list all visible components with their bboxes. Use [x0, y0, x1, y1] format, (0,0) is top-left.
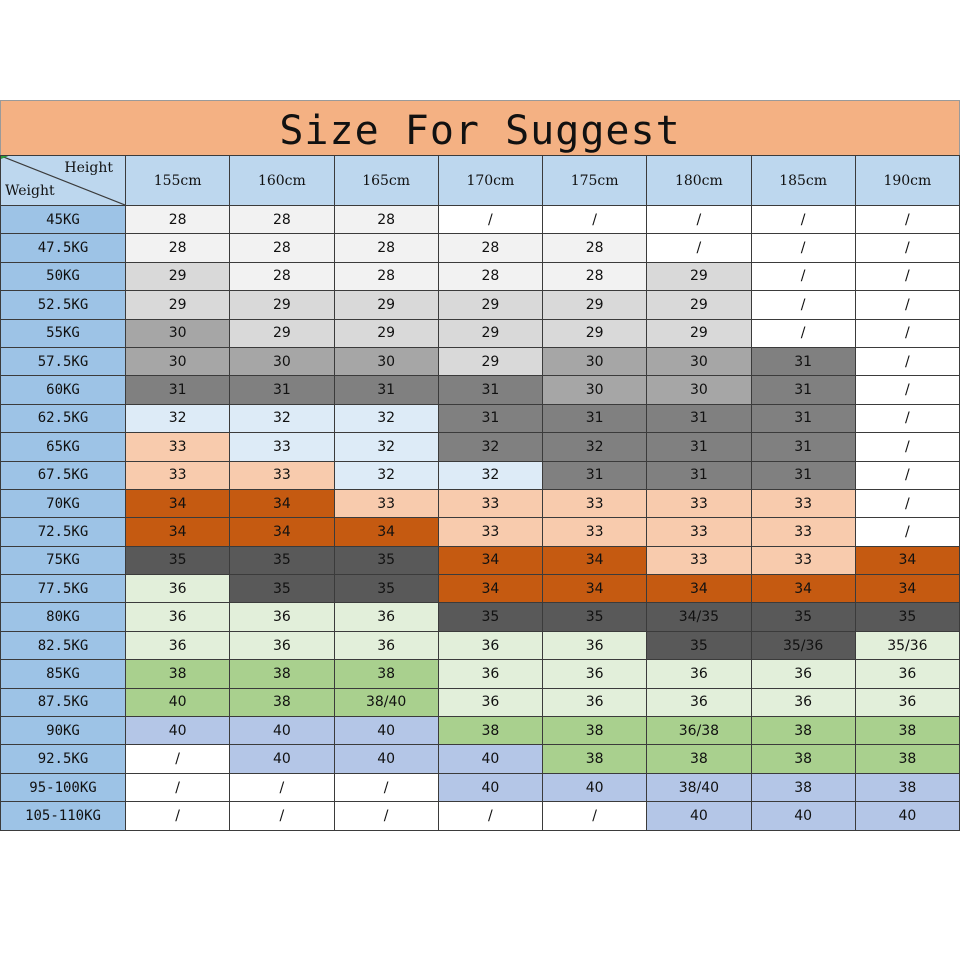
size-cell: 28 — [543, 262, 647, 290]
size-cell: 33 — [438, 489, 542, 517]
size-cell: 38 — [543, 745, 647, 773]
weight-label: 105-110KG — [1, 802, 126, 830]
weight-label: 55KG — [1, 319, 126, 347]
weight-label: 77.5KG — [1, 575, 126, 603]
size-cell: 38 — [855, 717, 959, 745]
size-chart — [0, 100, 960, 831]
size-cell: 32 — [543, 433, 647, 461]
size-cell: / — [855, 433, 959, 461]
size-cell: / — [334, 773, 438, 801]
size-cell: 28 — [230, 206, 334, 234]
size-cell: 33 — [334, 489, 438, 517]
weight-label: 62.5KG — [1, 404, 126, 432]
size-cell: 30 — [334, 347, 438, 375]
size-cell: 31 — [438, 376, 542, 404]
size-cell: 34 — [438, 575, 542, 603]
size-cell: 38 — [543, 717, 647, 745]
weight-label: 67.5KG — [1, 461, 126, 489]
size-cell: 28 — [230, 262, 334, 290]
size-cell: 33 — [647, 546, 751, 574]
size-cell: 38 — [438, 717, 542, 745]
weight-label: 85KG — [1, 660, 126, 688]
table-row — [1, 206, 960, 234]
size-cell: 32 — [230, 404, 334, 432]
size-cell: 36 — [126, 631, 230, 659]
corner-cell — [1, 156, 126, 206]
size-cell: 33 — [751, 518, 855, 546]
size-table-body — [1, 206, 960, 831]
height-header-155cm: 155cm — [126, 156, 230, 206]
size-cell: 29 — [126, 262, 230, 290]
size-cell: 36 — [543, 631, 647, 659]
size-cell: 30 — [647, 347, 751, 375]
size-cell: 33 — [647, 489, 751, 517]
size-cell: 38 — [126, 660, 230, 688]
size-cell: 38 — [647, 745, 751, 773]
size-cell: 30 — [647, 376, 751, 404]
size-cell: 38 — [334, 660, 438, 688]
size-cell: 40 — [334, 745, 438, 773]
size-cell: 33 — [230, 433, 334, 461]
size-cell: 36 — [751, 660, 855, 688]
size-cell: 29 — [230, 291, 334, 319]
size-cell: 33 — [543, 489, 647, 517]
size-cell: 34 — [230, 489, 334, 517]
size-cell: 32 — [126, 404, 230, 432]
size-cell: 28 — [334, 262, 438, 290]
weight-label: 80KG — [1, 603, 126, 631]
size-cell: 38 — [855, 745, 959, 773]
size-cell: / — [855, 489, 959, 517]
size-cell: 36 — [126, 575, 230, 603]
size-cell: 31 — [751, 433, 855, 461]
size-table — [0, 155, 960, 831]
table-row — [1, 319, 960, 347]
size-cell: / — [543, 206, 647, 234]
size-cell: 28 — [438, 262, 542, 290]
size-cell: / — [855, 234, 959, 262]
size-cell: / — [647, 206, 751, 234]
size-cell: / — [855, 347, 959, 375]
size-cell: 36 — [855, 660, 959, 688]
size-cell: 29 — [126, 291, 230, 319]
size-cell: 34 — [230, 518, 334, 546]
table-row — [1, 404, 960, 432]
weight-label: 72.5KG — [1, 518, 126, 546]
size-cell: / — [751, 206, 855, 234]
size-cell: 33 — [543, 518, 647, 546]
size-cell: / — [855, 518, 959, 546]
size-cell: 34 — [438, 546, 542, 574]
size-cell: 33 — [751, 546, 855, 574]
weight-axis-label: Weight — [5, 183, 55, 199]
height-axis-label: Height — [64, 160, 113, 176]
size-cell: 30 — [230, 347, 334, 375]
height-header-165cm: 165cm — [334, 156, 438, 206]
table-row — [1, 773, 960, 801]
size-cell: 30 — [543, 376, 647, 404]
table-row — [1, 489, 960, 517]
size-cell: 29 — [543, 291, 647, 319]
size-cell: 40 — [751, 802, 855, 830]
weight-label: 52.5KG — [1, 291, 126, 319]
size-cell: 36 — [438, 660, 542, 688]
size-cell: 31 — [230, 376, 334, 404]
size-cell: 29 — [647, 291, 751, 319]
size-cell: 31 — [647, 404, 751, 432]
table-row — [1, 433, 960, 461]
size-cell: / — [438, 802, 542, 830]
size-cell: 28 — [438, 234, 542, 262]
size-cell: 32 — [438, 461, 542, 489]
size-cell: / — [438, 206, 542, 234]
weight-label: 75KG — [1, 546, 126, 574]
size-cell: 31 — [647, 461, 751, 489]
size-cell: 29 — [230, 319, 334, 347]
height-header-180cm: 180cm — [647, 156, 751, 206]
height-header-170cm: 170cm — [438, 156, 542, 206]
table-row — [1, 376, 960, 404]
size-cell: 29 — [438, 291, 542, 319]
size-cell: / — [543, 802, 647, 830]
size-cell: 36 — [334, 603, 438, 631]
size-cell: 35 — [543, 603, 647, 631]
size-cell: / — [126, 745, 230, 773]
table-row — [1, 631, 960, 659]
size-cell: 38 — [751, 773, 855, 801]
size-cell: 35/36 — [751, 631, 855, 659]
weight-label: 90KG — [1, 717, 126, 745]
weight-label: 87.5KG — [1, 688, 126, 716]
table-row — [1, 745, 960, 773]
size-cell: 38 — [855, 773, 959, 801]
size-cell: 34 — [334, 518, 438, 546]
weight-label: 92.5KG — [1, 745, 126, 773]
weight-label: 70KG — [1, 489, 126, 517]
size-cell: 40 — [334, 717, 438, 745]
table-row — [1, 660, 960, 688]
size-cell: 35 — [751, 603, 855, 631]
size-cell: / — [751, 262, 855, 290]
size-cell: 33 — [126, 433, 230, 461]
weight-label: 82.5KG — [1, 631, 126, 659]
size-cell: 40 — [438, 745, 542, 773]
size-cell: 31 — [334, 376, 438, 404]
title-bar — [0, 100, 960, 155]
size-cell: 28 — [126, 206, 230, 234]
size-cell: 31 — [543, 404, 647, 432]
size-cell: 36 — [647, 688, 751, 716]
chart-title: Size For Suggest — [279, 108, 681, 154]
size-cell: 40 — [126, 717, 230, 745]
size-cell: 32 — [334, 461, 438, 489]
size-cell: 31 — [543, 461, 647, 489]
size-cell: 28 — [543, 234, 647, 262]
size-cell: / — [855, 376, 959, 404]
size-cell: 35 — [230, 575, 334, 603]
size-cell: / — [751, 319, 855, 347]
table-row — [1, 546, 960, 574]
weight-label: 60KG — [1, 376, 126, 404]
size-cell: 29 — [647, 319, 751, 347]
size-cell: 38 — [751, 745, 855, 773]
size-cell: / — [126, 802, 230, 830]
size-cell: 31 — [751, 461, 855, 489]
weight-label: 95-100KG — [1, 773, 126, 801]
size-cell: 34 — [126, 489, 230, 517]
table-row — [1, 575, 960, 603]
header-row — [1, 156, 960, 206]
size-cell: 35/36 — [855, 631, 959, 659]
size-cell: 40 — [647, 802, 751, 830]
size-cell: 29 — [438, 347, 542, 375]
size-cell: 28 — [230, 234, 334, 262]
size-cell: / — [855, 206, 959, 234]
size-cell: 38/40 — [334, 688, 438, 716]
size-cell: 36 — [230, 631, 334, 659]
size-cell: 28 — [126, 234, 230, 262]
size-cell: 35 — [334, 546, 438, 574]
size-cell: 36 — [543, 660, 647, 688]
size-cell: 35 — [334, 575, 438, 603]
table-row — [1, 802, 960, 830]
size-cell: 33 — [438, 518, 542, 546]
table-row — [1, 461, 960, 489]
height-header-190cm: 190cm — [855, 156, 959, 206]
size-cell: 29 — [334, 319, 438, 347]
size-cell: 36 — [230, 603, 334, 631]
size-cell: 34 — [855, 575, 959, 603]
size-cell: / — [855, 319, 959, 347]
table-row — [1, 262, 960, 290]
table-row — [1, 518, 960, 546]
size-cell: 40 — [543, 773, 647, 801]
size-cell: 36 — [438, 631, 542, 659]
table-row — [1, 603, 960, 631]
table-row — [1, 234, 960, 262]
size-cell: 40 — [230, 717, 334, 745]
size-cell: 34/35 — [647, 603, 751, 631]
size-cell: 29 — [334, 291, 438, 319]
weight-label: 47.5KG — [1, 234, 126, 262]
size-cell: 34 — [647, 575, 751, 603]
size-cell: / — [855, 461, 959, 489]
size-cell: 34 — [855, 546, 959, 574]
size-cell: / — [855, 291, 959, 319]
size-cell: 36 — [855, 688, 959, 716]
size-cell: 35 — [126, 546, 230, 574]
size-cell: 34 — [751, 575, 855, 603]
size-cell: 32 — [334, 404, 438, 432]
size-cell: 35 — [647, 631, 751, 659]
size-cell: 38/40 — [647, 773, 751, 801]
weight-label: 50KG — [1, 262, 126, 290]
height-header-160cm: 160cm — [230, 156, 334, 206]
size-cell: 31 — [751, 347, 855, 375]
size-cell: 40 — [126, 688, 230, 716]
size-cell: 35 — [230, 546, 334, 574]
size-cell: / — [230, 773, 334, 801]
size-cell: 36 — [334, 631, 438, 659]
size-cell: 36 — [438, 688, 542, 716]
size-cell: 31 — [438, 404, 542, 432]
size-cell: / — [334, 802, 438, 830]
size-cell: 34 — [543, 575, 647, 603]
size-cell: 30 — [126, 319, 230, 347]
size-cell: 34 — [126, 518, 230, 546]
size-cell: 29 — [647, 262, 751, 290]
size-cell: 33 — [751, 489, 855, 517]
size-cell: 36 — [751, 688, 855, 716]
size-cell: 29 — [543, 319, 647, 347]
size-cell: 32 — [438, 433, 542, 461]
size-cell: 30 — [543, 347, 647, 375]
size-cell: / — [855, 262, 959, 290]
size-cell: 28 — [334, 206, 438, 234]
size-cell: 30 — [126, 347, 230, 375]
size-cell: / — [751, 234, 855, 262]
size-cell: 38 — [230, 660, 334, 688]
size-cell: 38 — [230, 688, 334, 716]
size-cell: 36/38 — [647, 717, 751, 745]
size-cell: 34 — [543, 546, 647, 574]
size-cell: / — [126, 773, 230, 801]
weight-label: 57.5KG — [1, 347, 126, 375]
size-cell: 31 — [751, 404, 855, 432]
weight-label: 45KG — [1, 206, 126, 234]
size-cell: / — [647, 234, 751, 262]
size-cell: 31 — [647, 433, 751, 461]
size-cell: 40 — [855, 802, 959, 830]
height-header-175cm: 175cm — [543, 156, 647, 206]
table-row — [1, 717, 960, 745]
size-cell: / — [751, 291, 855, 319]
size-cell: 32 — [334, 433, 438, 461]
size-cell: 29 — [438, 319, 542, 347]
size-cell: / — [230, 802, 334, 830]
size-cell: 38 — [751, 717, 855, 745]
size-cell: 40 — [230, 745, 334, 773]
table-row — [1, 347, 960, 375]
size-cell: 33 — [647, 518, 751, 546]
size-cell: / — [855, 404, 959, 432]
size-cell: 33 — [126, 461, 230, 489]
height-header-185cm: 185cm — [751, 156, 855, 206]
size-cell: 31 — [126, 376, 230, 404]
size-cell: 40 — [438, 773, 542, 801]
size-cell: 36 — [126, 603, 230, 631]
size-cell: 33 — [230, 461, 334, 489]
size-cell: 36 — [543, 688, 647, 716]
size-cell: 35 — [855, 603, 959, 631]
table-row — [1, 688, 960, 716]
size-cell: 31 — [751, 376, 855, 404]
size-cell: 28 — [334, 234, 438, 262]
table-row — [1, 291, 960, 319]
size-cell: 36 — [647, 660, 751, 688]
weight-label: 65KG — [1, 433, 126, 461]
size-cell: 35 — [438, 603, 542, 631]
